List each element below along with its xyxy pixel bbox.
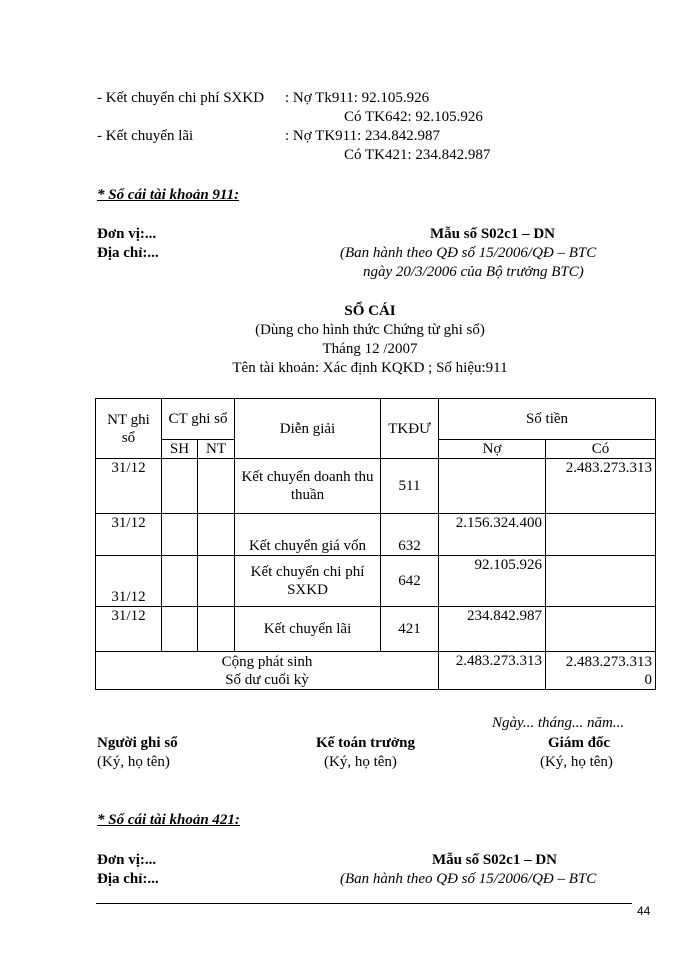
date-line: Ngày... tháng... năm... bbox=[492, 715, 625, 731]
row-nt bbox=[198, 514, 235, 556]
footer-labels bbox=[96, 652, 439, 690]
footer-rule bbox=[96, 903, 632, 904]
row-desc: Kết chuyển giá vốn bbox=[235, 514, 381, 556]
entry-label: - Kết chuyển lãi bbox=[97, 128, 194, 144]
row-tkdu: 421 bbox=[381, 607, 439, 652]
row-no: 92.105.926 bbox=[439, 556, 546, 607]
section-heading-911: * Sổ cái tài khoản 911: bbox=[97, 187, 240, 203]
signer-bookkeeper: Người ghi sổ bbox=[97, 735, 178, 751]
row-no: 234.842.987 bbox=[439, 607, 546, 652]
ledger-table bbox=[95, 398, 656, 690]
header-no: Nợ bbox=[439, 440, 546, 459]
row-no: 2.156.324.400 bbox=[439, 514, 546, 556]
header-co: Có bbox=[546, 440, 656, 459]
page-number: 44 bbox=[637, 904, 651, 918]
section-heading-421: * Sổ cái tài khoản 421: bbox=[97, 812, 240, 828]
document-title: SỔ CÁI bbox=[344, 303, 396, 319]
account-name: Tên tài khoản: Xác định KQKD ; Số hiệu:911 bbox=[232, 360, 508, 376]
issuance-note-line1: (Ban hành theo QĐ số 15/2006/QĐ – BTC bbox=[340, 871, 597, 887]
row-desc: Kết chuyển chi phí SXKD bbox=[235, 556, 381, 607]
total-no: 2.483.273.313 bbox=[439, 652, 546, 690]
header-nt: NT bbox=[198, 440, 235, 459]
sign-note: (Ký, họ tên) bbox=[540, 754, 613, 770]
so-du-cuoi-ky-label: Số dư cuối kỳ bbox=[225, 671, 309, 688]
don-vi-label: Đơn vị:... bbox=[97, 852, 157, 868]
row-co bbox=[546, 607, 656, 652]
row-date: 31/12 bbox=[96, 607, 162, 652]
table-row bbox=[96, 514, 656, 556]
row-tkdu: 511 bbox=[381, 459, 439, 514]
sign-note: (Ký, họ tên) bbox=[324, 754, 397, 770]
row-co: 2.483.273.313 bbox=[546, 459, 656, 514]
entry-debit: : Nợ TK911: 234.842.987 bbox=[285, 128, 441, 144]
entry-label: - Kết chuyển chi phí SXKD bbox=[97, 90, 265, 106]
form-number: Mẫu số S02c1 – DN bbox=[430, 226, 556, 242]
row-desc: Kết chuyển lãi bbox=[235, 607, 381, 652]
table-row bbox=[96, 556, 656, 607]
row-nt bbox=[198, 556, 235, 607]
document-month: Tháng 12 /2007 bbox=[322, 341, 418, 357]
total-co: 2.483.273.313 bbox=[565, 653, 652, 670]
row-no bbox=[439, 459, 546, 514]
ending-balance: 0 bbox=[644, 671, 652, 688]
header-so-tien: Số tiền bbox=[439, 399, 656, 440]
table-row bbox=[96, 607, 656, 652]
header-tkdu: TKĐƯ bbox=[381, 399, 439, 459]
document-subtitle: (Dùng cho hình thức Chứng từ ghi sổ) bbox=[255, 322, 485, 338]
table-row bbox=[96, 459, 656, 514]
don-vi-label: Đơn vị:... bbox=[97, 226, 157, 242]
entry-credit: Có TK421: 234.842.987 bbox=[344, 147, 491, 163]
header-nt-ghi-so: NT ghi sổ bbox=[96, 399, 162, 459]
row-desc: Kết chuyển doanh thu thuần bbox=[235, 459, 381, 514]
issuance-note-line1: (Ban hành theo QĐ số 15/2006/QĐ – BTC bbox=[340, 245, 597, 261]
row-date: 31/12 bbox=[96, 556, 162, 607]
row-nt bbox=[198, 459, 235, 514]
cong-phat-sinh-label: Cộng phát sinh bbox=[221, 653, 313, 670]
header-dien-giai: Diễn giải bbox=[235, 399, 381, 459]
dia-chi-label: Địa chỉ:... bbox=[97, 871, 159, 887]
issuance-note-line2: ngày 20/3/2006 của Bộ trưởng BTC) bbox=[363, 264, 584, 280]
row-sh bbox=[162, 607, 198, 652]
header-sh: SH bbox=[162, 440, 198, 459]
entry-credit: Có TK642: 92.105.926 bbox=[344, 109, 483, 125]
row-date: 31/12 bbox=[96, 459, 162, 514]
row-date: 31/12 bbox=[96, 514, 162, 556]
row-tkdu: 642 bbox=[381, 556, 439, 607]
signer-director: Giám đốc bbox=[548, 735, 611, 751]
sign-note: (Ký, họ tên) bbox=[97, 754, 170, 770]
row-co bbox=[546, 514, 656, 556]
row-co bbox=[546, 556, 656, 607]
row-sh bbox=[162, 514, 198, 556]
table-footer-row bbox=[96, 652, 656, 690]
row-tkdu: 632 bbox=[381, 514, 439, 556]
row-sh bbox=[162, 556, 198, 607]
form-number: Mẫu số S02c1 – DN bbox=[432, 852, 558, 868]
header-ct-ghi-so: CT ghi sổ bbox=[162, 399, 235, 440]
row-sh bbox=[162, 459, 198, 514]
row-nt bbox=[198, 607, 235, 652]
dia-chi-label: Địa chỉ:... bbox=[97, 245, 159, 261]
signer-chief-accountant: Kế toán trưởng bbox=[316, 735, 415, 751]
total-co-cell bbox=[546, 652, 656, 690]
entry-debit: : Nợ Tk911: 92.105.926 bbox=[285, 90, 430, 106]
